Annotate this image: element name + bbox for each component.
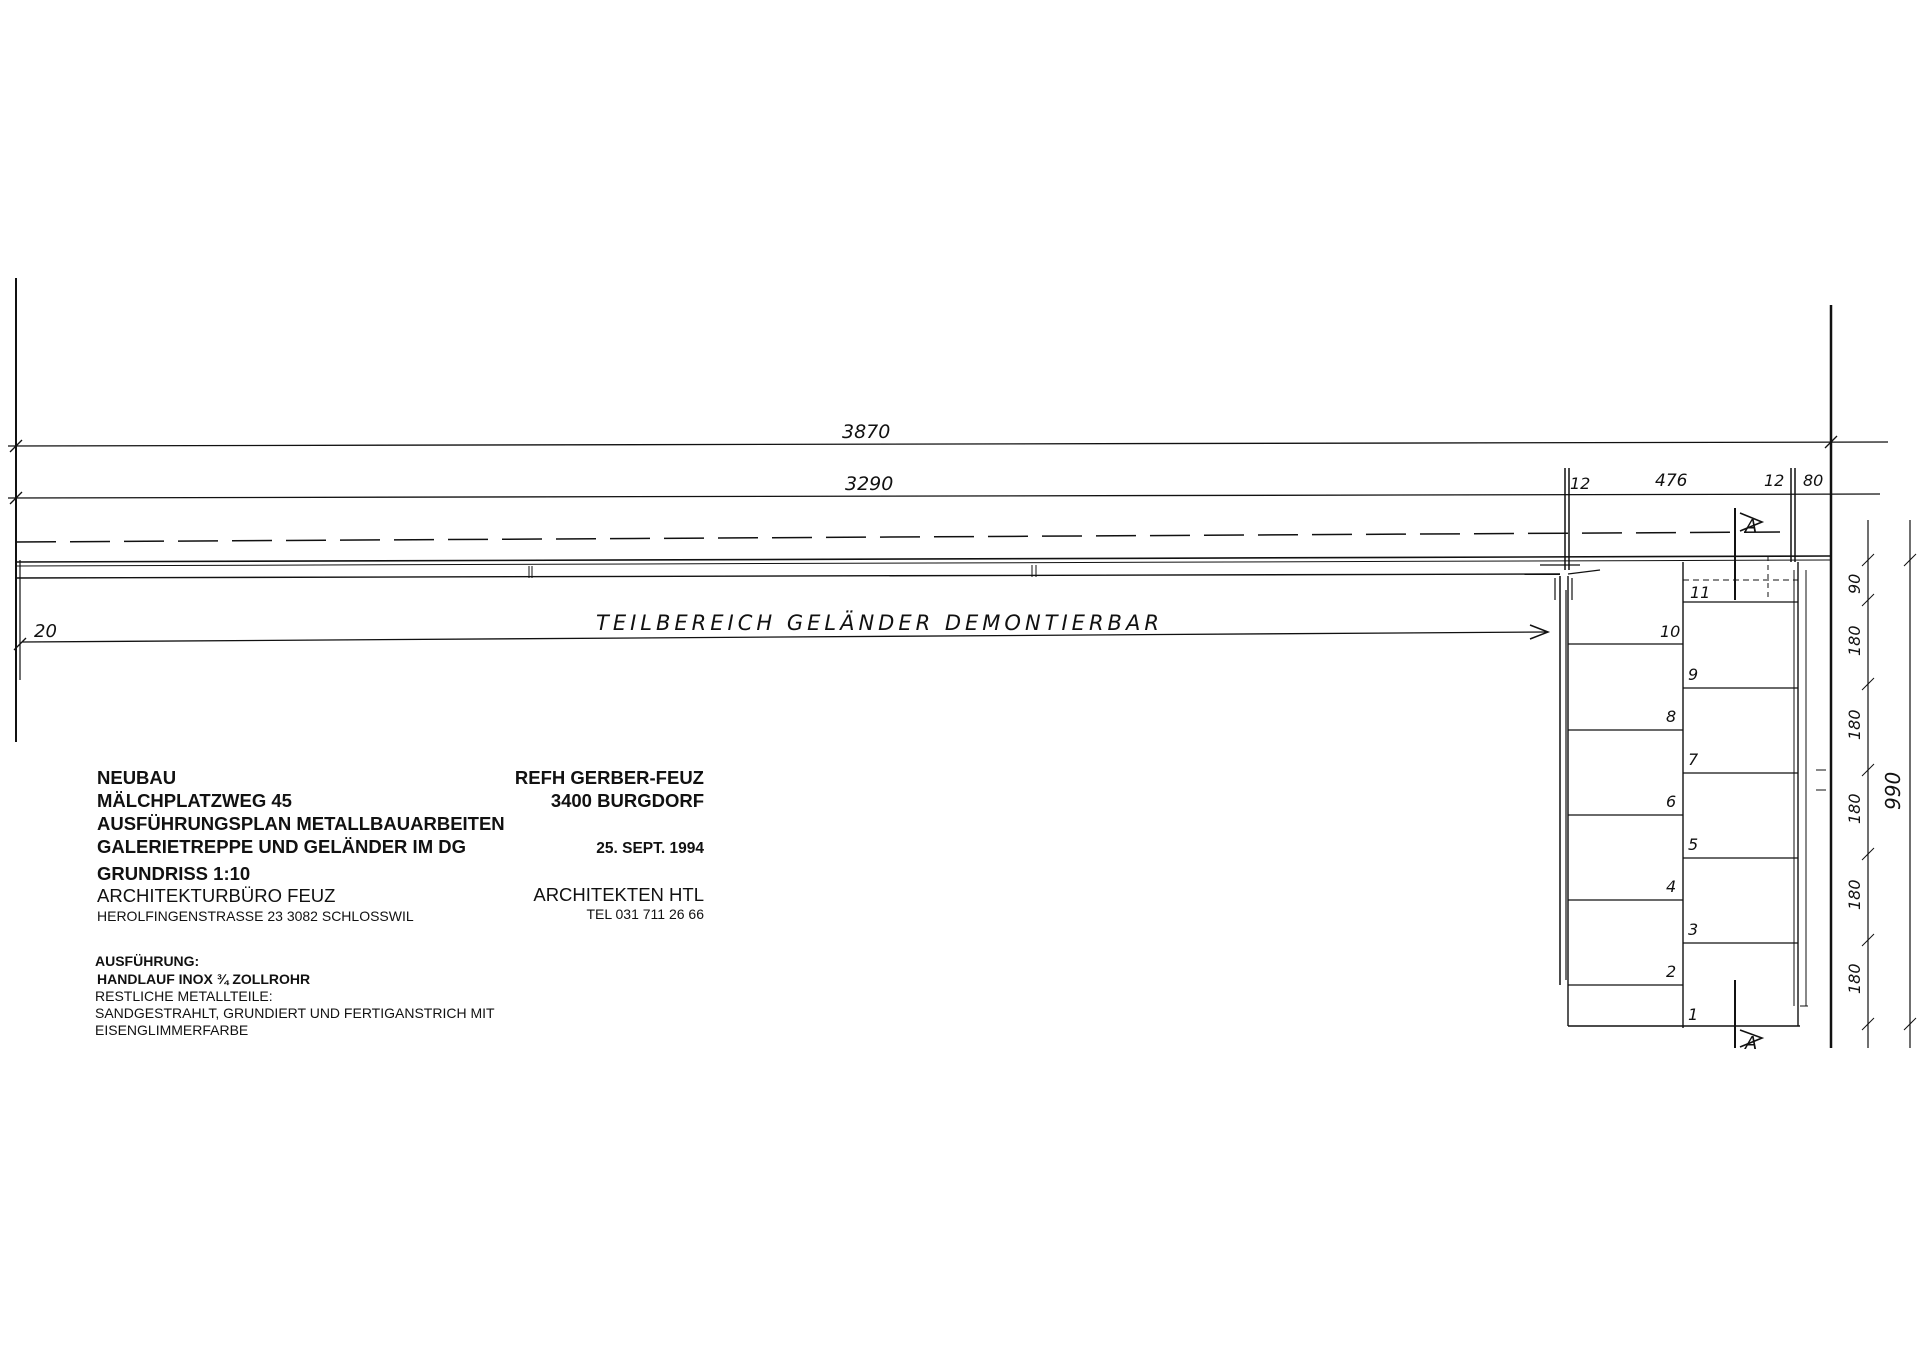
dim-left-offset-label: 20	[34, 621, 57, 642]
dim-post-gap-left-label: 12	[1570, 474, 1591, 493]
dim-vertical-3: 180	[1845, 709, 1864, 740]
dashed-handrail-line	[16, 532, 1780, 542]
title-subject: GALERIETREPPE UND GELÄNDER IM DG	[97, 836, 466, 857]
step-number-9: 9	[1688, 665, 1699, 684]
execution-heading: AUSFÜHRUNG:	[95, 953, 200, 969]
dim-inner-label: 3290	[845, 473, 894, 495]
dim-post-gap-right-label: 12	[1764, 471, 1785, 490]
title-address: MÄLCHPLATZWEG 45	[97, 790, 292, 811]
step-number-4: 4	[1666, 877, 1677, 896]
title-date: 25. SEPT. 1994	[596, 840, 704, 857]
step-number-1: 1	[1688, 1005, 1699, 1024]
dim-line-overall	[8, 442, 1888, 446]
dim-wall-offset-label: 80	[1803, 471, 1824, 490]
title-architect: ARCHITEKTURBÜRO FEUZ	[97, 885, 336, 906]
dim-vertical-6: 180	[1845, 963, 1864, 994]
title-city: 3400 BURGDORF	[550, 790, 704, 811]
title-architect-title: ARCHITEKTEN HTL	[533, 884, 704, 905]
note-demountable: TEILBEREICH GELÄNDER DEMONTIERBAR	[596, 611, 1163, 635]
railing-line-bottom	[16, 574, 1560, 578]
title-architect-address: HEROLFINGENSTRASSE 23 3082 SCHLOSSWIL	[97, 908, 414, 924]
step-number-3: 3	[1688, 920, 1699, 939]
dim-vertical-2: 180	[1845, 625, 1864, 656]
title-architect-phone: TEL 031 711 26 66	[586, 906, 704, 922]
section-marker-top: A	[1745, 516, 1758, 537]
execution-metal-text-1: SANDGESTRAHLT, GRUNDIERT UND FERTIGANSTRICH MIT	[95, 1005, 495, 1021]
dim-line-inner	[8, 494, 1880, 498]
dim-stair-width-label: 476	[1655, 471, 1688, 491]
dim-vertical-1: 90	[1845, 573, 1864, 594]
step-number-5: 5	[1688, 835, 1699, 854]
step-number-6: 6	[1666, 792, 1677, 811]
title-plan-type: AUSFÜHRUNGSPLAN METALLBAUARBEITEN	[97, 813, 505, 834]
step-number-8: 8	[1666, 707, 1677, 726]
step-number-10: 10	[1660, 622, 1681, 641]
title-scale: GRUNDRISS 1:10	[97, 863, 251, 884]
dim-vertical-total-label: 990	[1881, 771, 1905, 810]
dim-overall-label: 3870	[842, 421, 891, 443]
execution-metal-text-2: EISENGLIMMERFARBE	[95, 1022, 249, 1038]
execution-metal-heading: RESTLICHE METALLTEILE:	[95, 988, 273, 1004]
section-marker-bottom: A	[1745, 1033, 1758, 1054]
title-client: REFH GERBER-FEUZ	[514, 767, 704, 788]
step-number-7: 7	[1688, 750, 1699, 769]
step-number-2: 2	[1666, 962, 1677, 981]
title-project: NEUBAU	[97, 767, 177, 788]
execution-handrail: HANDLAUF INOX ¾ ZOLLROHR	[97, 971, 311, 987]
stair-post-top	[1568, 570, 1600, 574]
dim-vertical-4: 180	[1845, 793, 1864, 824]
dim-vertical-5: 180	[1845, 879, 1864, 910]
step-number-11: 11	[1690, 583, 1711, 602]
